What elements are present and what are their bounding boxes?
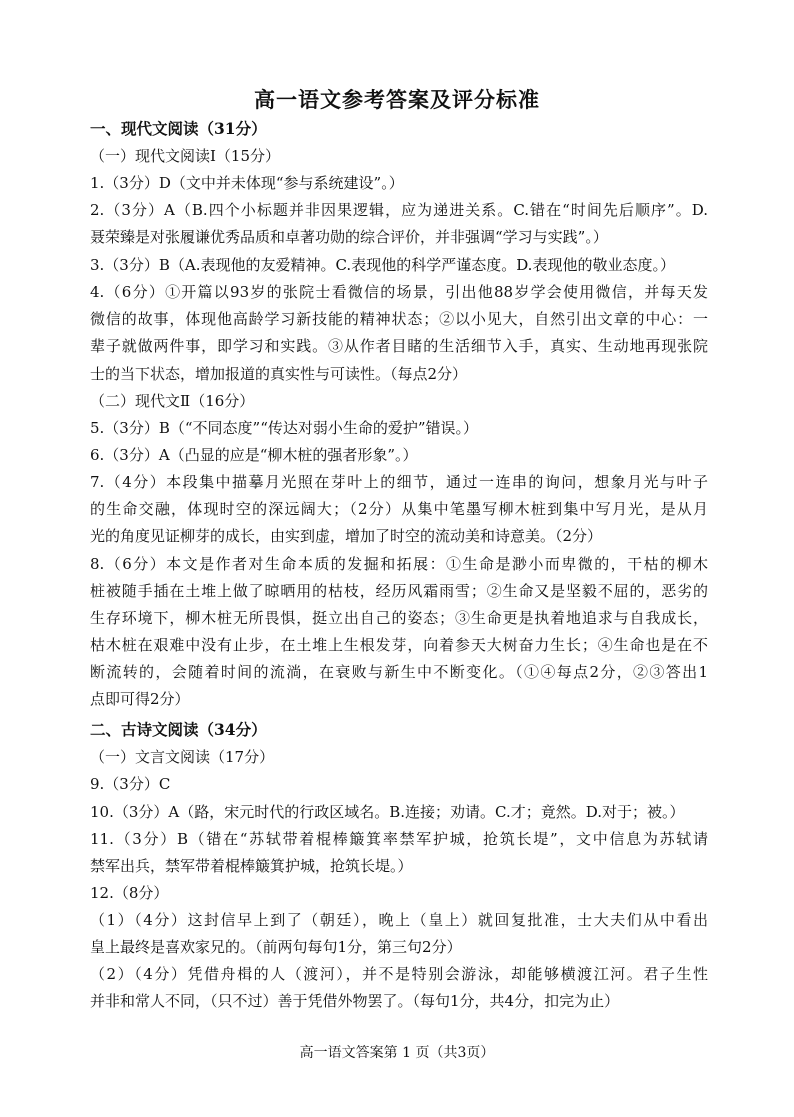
answer-line: 12.（8分） [90, 884, 169, 902]
answer-line: 10.（3分）A（路，宋元时代的行政区域名。B.连接；劝请。C.才；竟然。D.对于；被。） [90, 803, 685, 821]
answer-line: 枯木桩在艰难中没有止步，在土堆上生根发芽，向着参天大树奋力生长；④生命也是在不 [90, 636, 708, 654]
answer-line: 9.（3分）C [90, 775, 171, 793]
answer-line: 生存环境下，柳木桩无所畏惧，挺立出自己的姿态；③生命更是执着地追求与自我成长， [90, 609, 708, 627]
answer-line: 点即可得2分） [90, 690, 190, 708]
answer-line: 的生命交融，体现时空的深远阔大；（2分）从集中笔墨写柳木桩到集中写月光，是从月 [90, 500, 708, 518]
answer-line: 聂荣臻是对张履谦优秀品质和卓著功勋的综合评价，并非强调“学习与实践”。） [90, 228, 608, 246]
answer-line: 5.（3分）B（“不同态度”“传达对弱小生命的爱护”错误。） [90, 419, 479, 437]
answer-line: （1）（4分）这封信早上到了（朝廷），晚上（皇上）就回复批准，士大夫们从中看出 [90, 911, 708, 929]
answer-line: （2）（4分）凭借舟楫的人（渡河），并不是特别会游泳，却能够横渡江河。君子生性 [90, 965, 708, 983]
answer-line: 士的当下状态，增加报道的真实性与可读性。（每点2分） [90, 365, 468, 383]
answer-line: 8.（6分）本文是作者对生命本质的发掘和拓展：①生命是渺小而卑微的，干枯的柳木 [90, 555, 708, 573]
subsection-heading: （一）文言文阅读（17分） [90, 748, 275, 766]
page-footer: 高一语文答案第 1 页（共3页） [299, 1045, 495, 1061]
section-heading-modern-reading: 一、现代文阅读（31分） [90, 119, 267, 138]
answer-line: 皇上最终是喜欢家兄的。（前两句每句1分，第三句2分） [90, 938, 462, 956]
answer-line: 7.（4分）本段集中描摹月光照在芽叶上的细节，通过一连串的询问，想象月光与叶子 [90, 473, 708, 491]
subsection-heading: （一）现代文阅读Ⅰ（15分） [90, 147, 281, 165]
answer-line: 2.（3分）A（B.四个小标题并非因果逻辑，应为递进关系。C.错在“时间先后顺序”。D. [90, 201, 708, 219]
answer-line: 6.（3分）A（凸显的应是“柳木桩的强者形象”。） [90, 446, 418, 464]
answer-line: 辈子就做两件事，即学习和实践。③从作者目睹的生活细节入手，真实、生动地再现张院 [90, 337, 708, 355]
answer-line: 禁军出兵，禁军带着棍棒簸箕护城，抢筑长堤。） [90, 857, 413, 875]
section-heading-classical-reading: 二、古诗文阅读（34分） [90, 720, 267, 739]
subsection-heading: （二）现代文Ⅱ（16分） [90, 392, 255, 410]
answer-line: 4.（6分）①开篇以93岁的张院士看微信的场景，引出他88岁学会使用微信，并每天发 [90, 283, 708, 301]
answer-line: 断流转的，会随着时间的流淌，在衰败与新生中不断变化。（①④每点2分，②③答出1 [90, 663, 708, 681]
answer-line: 光的角度见证柳芽的成长，由实到虚，增加了时空的流动美和诗意美。（2分） [90, 527, 603, 545]
answer-line: 3.（3分）B（A.表现他的友爱精神。C.表现他的科学严谨态度。D.表现他的敬业态度。） [90, 256, 675, 274]
answer-line: 微信的故事，体现他高龄学习新技能的精神状态；②以小见大，自然引出文章的中心：一 [90, 310, 708, 328]
page-title: 高一语文参考答案及评分标准 [254, 87, 540, 112]
answer-line: 11.（3分）B（错在“苏轼带着棍棒簸箕率禁军护城，抢筑长堤”，文中信息为苏轼请 [90, 830, 708, 848]
answer-line: 桩被随手插在土堆上做了晾晒用的枯枝，经历风霜雨雪；②生命又是坚毅不屈的，恶劣的 [90, 582, 708, 600]
answer-line: 1.（3分）D（文中并未体现“参与系统建设”。） [90, 174, 404, 192]
answer-line: 并非和常人不同，（只不过）善于凭借外物罢了。（每句1分，共4分，扣完为止） [90, 992, 620, 1010]
